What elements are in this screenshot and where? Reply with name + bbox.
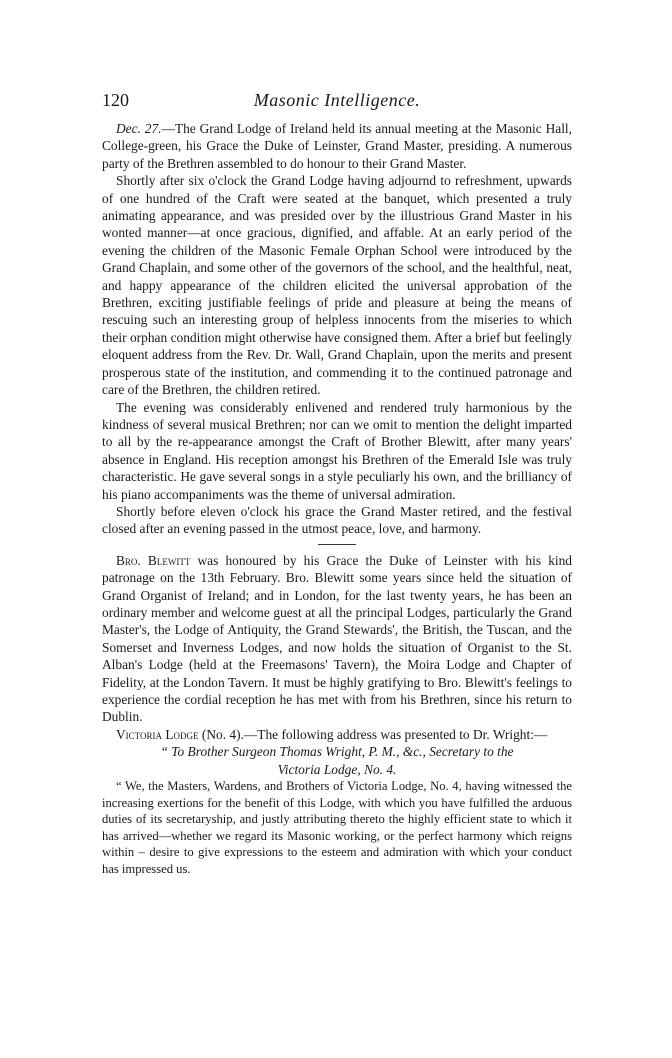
- paragraph-text: (No. 4).—The following address was presented to Dr. Wright:—: [198, 726, 548, 742]
- paragraph-text: —The Grand Lodge of Ireland held its annual meeting at the Masonic Hall, College-green, his Grace the Duke of Leinster, Grand Master, presiding. A numerous party of the Brethren assembled to do honour to their Grand Master.: [102, 121, 572, 171]
- address-heading: [102, 743, 572, 778]
- page-header: [102, 90, 572, 116]
- paragraph-victoria-lodge: [102, 726, 572, 743]
- address-heading-line: Victoria Lodge, No. 4.: [277, 761, 397, 777]
- lead-in: Bro. Blewitt: [116, 552, 191, 568]
- paragraph-grand-lodge-meeting: [102, 120, 572, 172]
- page-number: 120: [102, 90, 129, 110]
- victoria-lodge-article: [102, 726, 572, 878]
- paragraph-closing: Shortly before eleven o'clock his grace the Grand Master retired, and the festival closed after an evening passed in the utmost peace, love, and harmony.: [102, 503, 572, 537]
- paragraph-evening: The evening was considerably enlivened and rendered truly harmonious by the kindness of several musical Brethren; nor can we omit to mention the delight imparted to all by the re-appearance amongst the Craft of Brother Blewitt, after many years' absence in England. His reception amongst his Brethren of the Emerald Isle was truly characteristic. He gave several songs in a style peculiarly his own, and the brilliancy of his piano accompaniments was the theme of universal admiration.: [102, 399, 572, 502]
- section-divider: [318, 544, 356, 545]
- running-title: Masonic Intelligence.: [253, 90, 421, 110]
- address-body: [102, 778, 572, 878]
- paragraph-text: was honoured by his Grace the Duke of Leinster with his kind patronage on the 13th February. Bro. Blewitt some years since held the situation of Grand Organist of Ireland; and in London, for the last twenty years, he has been an ordinary member and welcome guest at all the principal Lodges, particularly the Grand Master's, the Lodge of Antiquity, the Grand Stewards', the British, the Tuscan, and the Somerset and Inverness Lodges, and now holds the situation of Organist to the St. Alban's Lodge (held at the Freemasons' Tavern), the Moira Lodge and Chapter of Fidelity, at the London Tavern. It must be highly gratifying to Bro. Blewitt's feelings to experience the cordial reception he has met with from his Brethren, since his return to Dublin.: [102, 552, 572, 725]
- address-heading-line: “ To Brother Surgeon Thomas Wright, P. M., &c., Secretary to the: [160, 744, 514, 760]
- paragraph-blewitt: [102, 552, 572, 726]
- address-paragraph: “ We, the Masters, Wardens, and Brothers of Victoria Lodge, No. 4, having witnessed the increasing exertions for the benefit of this Lodge, with which you have fulfilled the arduous duties of its secretaryship, and justly attributing thereto the highly efficient state to which it has arrived—whether we regard its Masonic working, or the perfect harmony which reigns within – desire to give expressions to the esteem and admiration with which your conduct has impressed us.: [102, 779, 572, 876]
- paragraph-banquet: Shortly after six o'clock the Grand Lodge having adjournd to refreshment, upwards of one hundred of the Craft were seated at the banquet, which presented a truly animating appearance, and was presided over by the illustrious Grand Master in his wonted manner—at once gracious, dignified, and affable. At an early period of the evening the children of the Masonic Female Orphan School were introduced by the Grand Chaplain, and some other of the governors of the school, and the healthful, neat, and happy appearance of the children elicited the universal approbation of the Brethren, exciting justifiable feelings of pride and pleasure at being the means of rescuing such an interesting group of helpless innocents from the miseries to which their orphan condition might otherwise have consigned them. After a brief but feelingly eloquent address from the Rev. Dr. Wall, Grand Chaplain, upon the merits and present prosperous state of the institution, and commending it to the continued patronage and care of the Brethren, the children retired.: [102, 173, 572, 398]
- page: [102, 90, 572, 878]
- grand-lodge-article: [102, 120, 572, 538]
- blewitt-article: [102, 552, 572, 726]
- lead-in: Victoria Lodge: [116, 726, 199, 742]
- dateline: Dec. 27.: [116, 121, 162, 136]
